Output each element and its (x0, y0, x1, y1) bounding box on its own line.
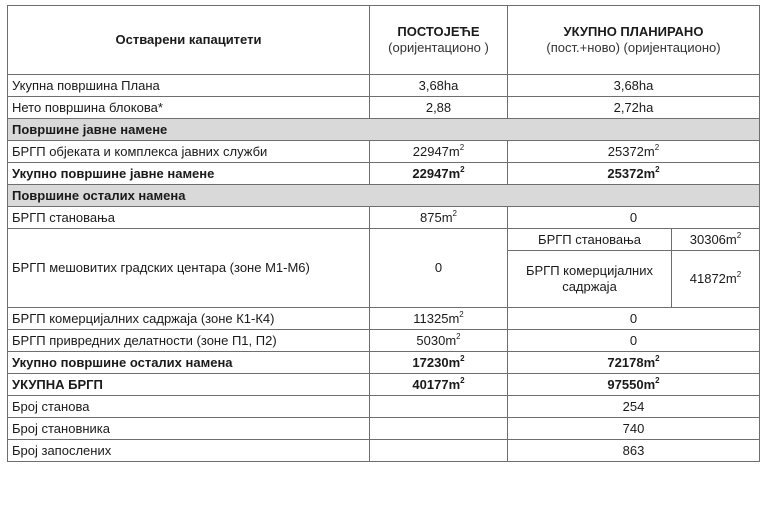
table-row (8, 374, 760, 396)
row-label: УКУПНА БРГП (8, 374, 370, 396)
row-label: Укупна површина Плана (8, 75, 370, 97)
row-label: БРГП становања (8, 207, 370, 229)
header-planned-sub: (пост.+ново) (оријентационо) (546, 40, 721, 55)
header-label: Остварени капацитети (8, 6, 370, 75)
table-row (8, 418, 760, 440)
table-row (8, 440, 760, 462)
header-planned (508, 6, 760, 75)
planned-value: 863 (508, 440, 760, 462)
table-row (8, 141, 760, 163)
table-row (8, 97, 760, 119)
row-label: БРГП објеката и комплекса јавних служби (8, 141, 370, 163)
table-row (8, 229, 760, 251)
row-label: Укупно површине осталих намена (8, 352, 370, 374)
row-label: Број запослених (8, 440, 370, 462)
planned-value: 3,68ha (508, 75, 760, 97)
header-row (8, 6, 760, 75)
table-row (8, 207, 760, 229)
table-row (8, 396, 760, 418)
planned-value: $25372m^2$ (508, 163, 760, 185)
sub-label: БРГП становања (508, 229, 672, 251)
sub-value: $30306m^2$ (672, 229, 760, 251)
row-label: Укупно површине јавне намене (8, 163, 370, 185)
existing-value: 2,88 (370, 97, 508, 119)
row-label: Број станова (8, 396, 370, 418)
capacity-table (7, 5, 760, 462)
sub-label: БРГП комерцијалних садржаја (508, 251, 672, 308)
existing-value: $22947m^2$ (370, 163, 508, 185)
section-title: Површине осталих намена (8, 185, 760, 207)
row-label: БРГП мешовитих градских центара (зоне М1-М6) (8, 229, 370, 308)
row-label: БРГП привредних делатности (зоне П1, П2) (8, 330, 370, 352)
capacity-table-container (7, 5, 760, 462)
existing-value (370, 396, 508, 418)
existing-value: $22947m^2$ (370, 141, 508, 163)
planned-value: 0 (508, 207, 760, 229)
table-row (8, 352, 760, 374)
section-row (8, 119, 760, 141)
header-planned-title: УКУПНО ПЛАНИРАНО (563, 24, 704, 39)
table-row (8, 163, 760, 185)
planned-value: 0 (508, 330, 760, 352)
planned-value: $97550m^2$ (508, 374, 760, 396)
row-label: Број становника (8, 418, 370, 440)
planned-value: 254 (508, 396, 760, 418)
table-row (8, 308, 760, 330)
existing-value: 3,68ha (370, 75, 508, 97)
existing-value: $875m^2$ (370, 207, 508, 229)
header-existing (370, 6, 508, 75)
header-existing-title: ПОСТОЈЕЋЕ (397, 24, 480, 39)
planned-value: 740 (508, 418, 760, 440)
planned-value: $25372m^2$ (508, 141, 760, 163)
existing-value: 0 (370, 229, 508, 308)
existing-value: $40177m^2$ (370, 374, 508, 396)
planned-value: 2,72ha (508, 97, 760, 119)
planned-value: $72178m^2$ (508, 352, 760, 374)
existing-value (370, 418, 508, 440)
existing-value: $11325m^2$ (370, 308, 508, 330)
row-label: БРГП комерцијалних садржаја (зоне К1-К4) (8, 308, 370, 330)
table-row (8, 75, 760, 97)
section-row (8, 185, 760, 207)
row-label: Нето површина блокова* (8, 97, 370, 119)
existing-value: $5030m^2$ (370, 330, 508, 352)
sub-value: $41872m^2$ (672, 251, 760, 308)
header-existing-sub: (оријентационо ) (388, 40, 489, 55)
section-title: Површине јавне намене (8, 119, 760, 141)
existing-value: $17230m^2$ (370, 352, 508, 374)
existing-value (370, 440, 508, 462)
table-row (8, 330, 760, 352)
planned-value: 0 (508, 308, 760, 330)
